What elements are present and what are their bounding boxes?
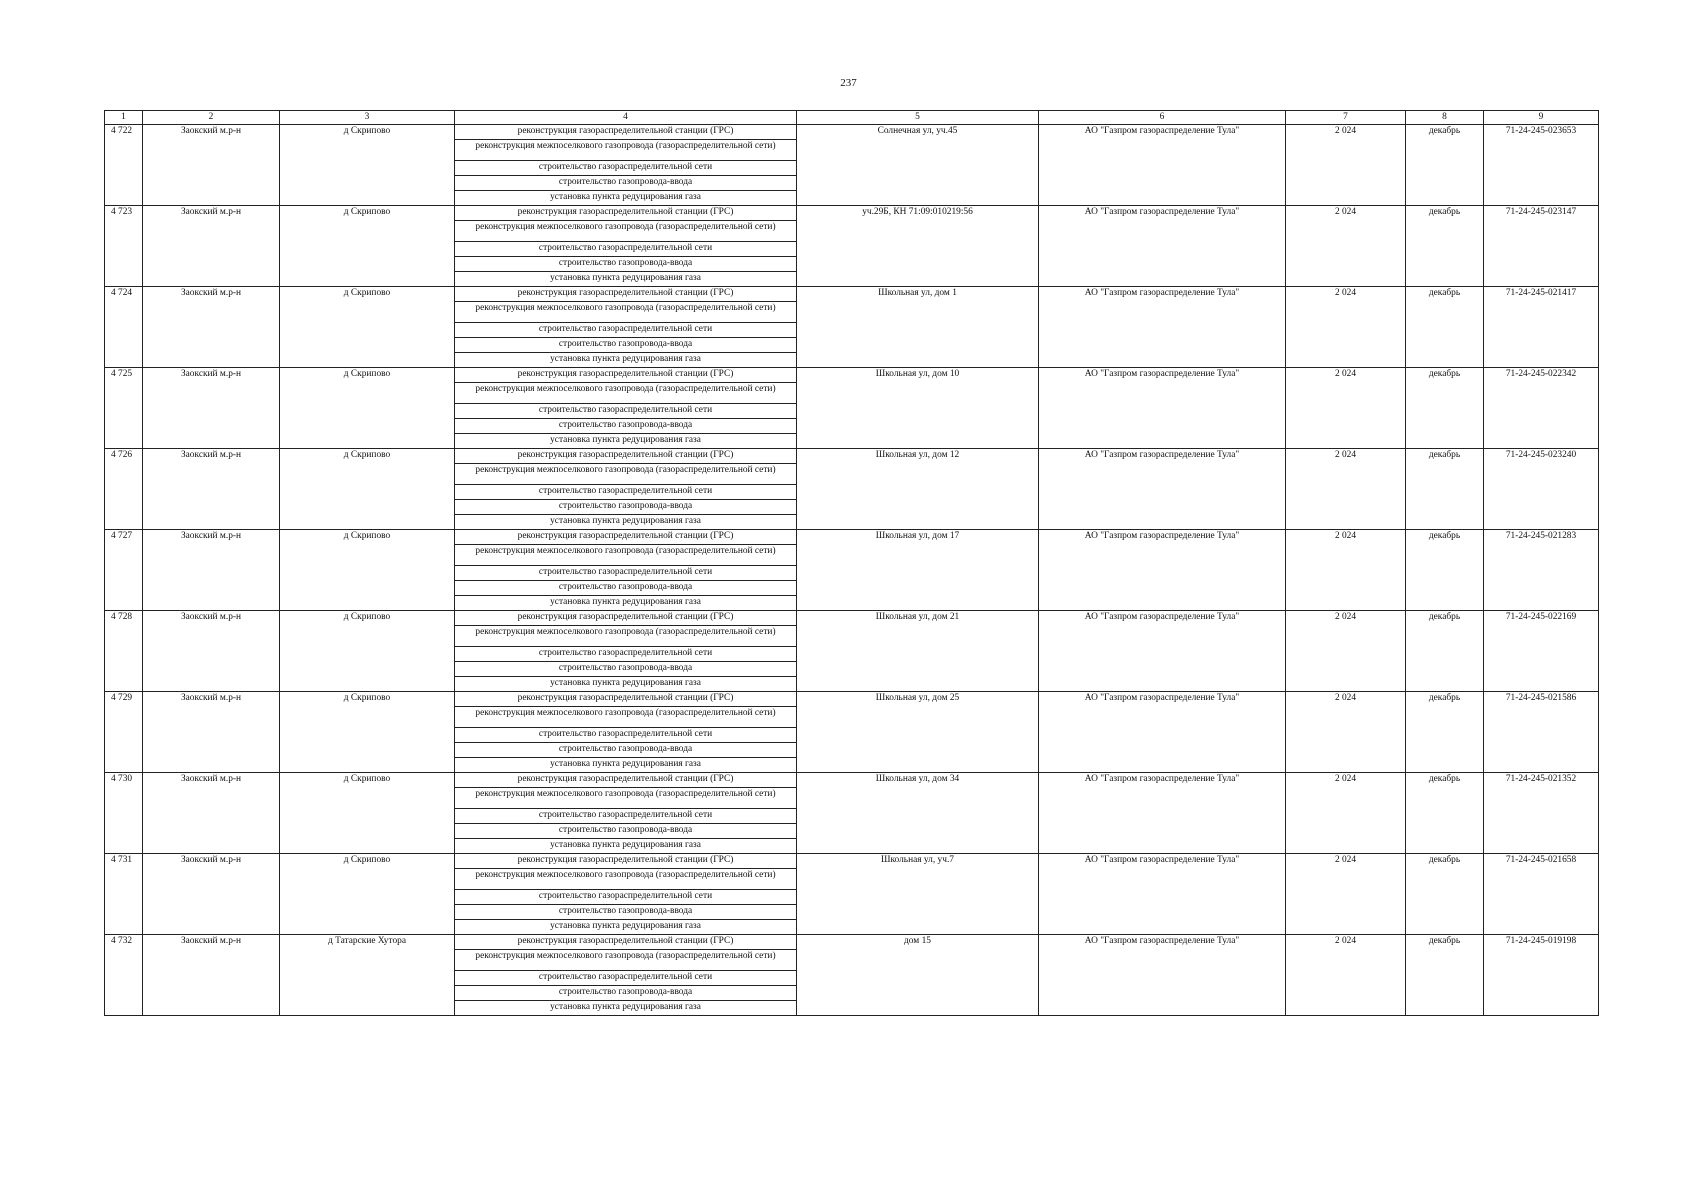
- work-type-cell: строительство газораспределительной сети: [455, 485, 797, 500]
- column-header-2: 2: [143, 111, 280, 125]
- work-type-cell: строительство газопровода-ввода: [455, 500, 797, 515]
- work-type-cell: строительство газораспределительной сети: [455, 890, 797, 905]
- row-number: 4 729: [105, 692, 143, 773]
- work-type-cell: установка пункта редуцирования газа: [455, 353, 797, 368]
- district-cell: Заокский м.р-н: [143, 368, 280, 449]
- column-header-4: 4: [455, 111, 797, 125]
- column-header-5: 5: [797, 111, 1039, 125]
- code-cell: 71-24-245-021586: [1484, 692, 1599, 773]
- month-cell: декабрь: [1406, 854, 1484, 935]
- row-number: 4 724: [105, 287, 143, 368]
- year-cell: 2 024: [1286, 773, 1406, 854]
- work-type-cell: установка пункта редуцирования газа: [455, 191, 797, 206]
- table-row: [105, 692, 1599, 707]
- organization-cell: АО "Газпром газораспределение Тула": [1039, 287, 1286, 368]
- work-type-cell: реконструкция межпоселкового газопровода (газораспределительной сети): [455, 707, 797, 728]
- work-type-cell: строительство газопровода-ввода: [455, 419, 797, 434]
- address-cell: Школьная ул, дом 25: [797, 692, 1039, 773]
- work-type-cell: строительство газопровода-ввода: [455, 986, 797, 1001]
- work-type-cell: реконструкция газораспределительной станции (ГРС): [455, 854, 797, 869]
- work-type-cell: строительство газопровода-ввода: [455, 824, 797, 839]
- work-type-cell: строительство газораспределительной сети: [455, 323, 797, 338]
- table-row: [105, 854, 1599, 869]
- year-cell: 2 024: [1286, 368, 1406, 449]
- work-type-cell: реконструкция газораспределительной станции (ГРС): [455, 935, 797, 950]
- work-type-cell: установка пункта редуцирования газа: [455, 839, 797, 854]
- work-type-cell: строительство газопровода-ввода: [455, 257, 797, 272]
- row-number: 4 728: [105, 611, 143, 692]
- year-cell: 2 024: [1286, 611, 1406, 692]
- work-type-cell: установка пункта редуцирования газа: [455, 596, 797, 611]
- column-header-6: 6: [1039, 111, 1286, 125]
- work-type-cell: строительство газораспределительной сети: [455, 728, 797, 743]
- row-number: 4 725: [105, 368, 143, 449]
- settlement-cell: д Скрипово: [280, 854, 455, 935]
- year-cell: 2 024: [1286, 530, 1406, 611]
- address-cell: Школьная ул, дом 34: [797, 773, 1039, 854]
- work-type-cell: реконструкция газораспределительной станции (ГРС): [455, 287, 797, 302]
- work-type-cell: строительство газораспределительной сети: [455, 809, 797, 824]
- settlement-cell: д Скрипово: [280, 530, 455, 611]
- district-cell: Заокский м.р-н: [143, 125, 280, 206]
- settlement-cell: д Скрипово: [280, 368, 455, 449]
- work-type-cell: строительство газопровода-ввода: [455, 905, 797, 920]
- work-type-cell: реконструкция межпоселкового газопровода (газораспределительной сети): [455, 302, 797, 323]
- table-row: [105, 368, 1599, 383]
- work-type-cell: реконструкция межпоселкового газопровода (газораспределительной сети): [455, 626, 797, 647]
- address-cell: Школьная ул, дом 10: [797, 368, 1039, 449]
- work-type-cell: установка пункта редуцирования газа: [455, 758, 797, 773]
- row-number: 4 732: [105, 935, 143, 1016]
- work-type-cell: реконструкция межпоселкового газопровода (газораспределительной сети): [455, 788, 797, 809]
- work-type-cell: реконструкция газораспределительной станции (ГРС): [455, 206, 797, 221]
- settlement-cell: д Скрипово: [280, 692, 455, 773]
- month-cell: декабрь: [1406, 935, 1484, 1016]
- settlement-cell: д Скрипово: [280, 449, 455, 530]
- work-type-cell: реконструкция межпоселкового газопровода (газораспределительной сети): [455, 869, 797, 890]
- work-type-cell: реконструкция межпоселкового газопровода (газораспределительной сети): [455, 383, 797, 404]
- organization-cell: АО "Газпром газораспределение Тула": [1039, 206, 1286, 287]
- month-cell: декабрь: [1406, 449, 1484, 530]
- organization-cell: АО "Газпром газораспределение Тула": [1039, 692, 1286, 773]
- month-cell: декабрь: [1406, 368, 1484, 449]
- work-type-cell: установка пункта редуцирования газа: [455, 434, 797, 449]
- district-cell: Заокский м.р-н: [143, 692, 280, 773]
- row-number: 4 723: [105, 206, 143, 287]
- work-type-cell: строительство газопровода-ввода: [455, 176, 797, 191]
- district-cell: Заокский м.р-н: [143, 854, 280, 935]
- district-cell: Заокский м.р-н: [143, 530, 280, 611]
- address-cell: Школьная ул, дом 21: [797, 611, 1039, 692]
- year-cell: 2 024: [1286, 206, 1406, 287]
- address-cell: Школьная ул, дом 1: [797, 287, 1039, 368]
- work-type-cell: реконструкция межпоселкового газопровода (газораспределительной сети): [455, 545, 797, 566]
- work-type-cell: реконструкция газораспределительной станции (ГРС): [455, 773, 797, 788]
- address-cell: Солнечная ул, уч.45: [797, 125, 1039, 206]
- month-cell: декабрь: [1406, 125, 1484, 206]
- district-cell: Заокский м.р-н: [143, 206, 280, 287]
- column-header-1: 1: [105, 111, 143, 125]
- work-type-cell: установка пункта редуцирования газа: [455, 920, 797, 935]
- work-type-cell: строительство газораспределительной сети: [455, 404, 797, 419]
- code-cell: 71-24-245-021658: [1484, 854, 1599, 935]
- address-cell: дом 15: [797, 935, 1039, 1016]
- year-cell: 2 024: [1286, 854, 1406, 935]
- page-number: 237: [840, 77, 857, 89]
- table-row: [105, 287, 1599, 302]
- address-cell: Школьная ул, дом 17: [797, 530, 1039, 611]
- column-header-8: 8: [1406, 111, 1484, 125]
- header-row: [105, 111, 1599, 125]
- code-cell: 71-24-245-023653: [1484, 125, 1599, 206]
- settlement-cell: д Скрипово: [280, 611, 455, 692]
- month-cell: декабрь: [1406, 206, 1484, 287]
- table-row: [105, 773, 1599, 788]
- settlement-cell: д Скрипово: [280, 773, 455, 854]
- organization-cell: АО "Газпром газораспределение Тула": [1039, 125, 1286, 206]
- code-cell: 71-24-245-021352: [1484, 773, 1599, 854]
- work-type-cell: реконструкция межпоселкового газопровода (газораспределительной сети): [455, 950, 797, 971]
- work-type-cell: строительство газораспределительной сети: [455, 647, 797, 662]
- table-row: [105, 125, 1599, 140]
- code-cell: 71-24-245-022169: [1484, 611, 1599, 692]
- work-type-cell: строительство газопровода-ввода: [455, 581, 797, 596]
- district-cell: Заокский м.р-н: [143, 449, 280, 530]
- month-cell: декабрь: [1406, 773, 1484, 854]
- district-cell: Заокский м.р-н: [143, 773, 280, 854]
- table-row: [105, 530, 1599, 545]
- work-type-cell: строительство газопровода-ввода: [455, 743, 797, 758]
- row-number: 4 730: [105, 773, 143, 854]
- organization-cell: АО "Газпром газораспределение Тула": [1039, 773, 1286, 854]
- work-type-cell: строительство газопровода-ввода: [455, 338, 797, 353]
- organization-cell: АО "Газпром газораспределение Тула": [1039, 368, 1286, 449]
- district-cell: Заокский м.р-н: [143, 611, 280, 692]
- settlement-cell: д Татарские Хутора: [280, 935, 455, 1016]
- work-type-cell: реконструкция газораспределительной станции (ГРС): [455, 692, 797, 707]
- month-cell: декабрь: [1406, 287, 1484, 368]
- year-cell: 2 024: [1286, 449, 1406, 530]
- work-type-cell: реконструкция межпоселкового газопровода (газораспределительной сети): [455, 140, 797, 161]
- code-cell: 71-24-245-021283: [1484, 530, 1599, 611]
- code-cell: 71-24-245-021417: [1484, 287, 1599, 368]
- month-cell: декабрь: [1406, 611, 1484, 692]
- month-cell: декабрь: [1406, 530, 1484, 611]
- address-cell: Школьная ул, дом 12: [797, 449, 1039, 530]
- row-number: 4 727: [105, 530, 143, 611]
- table-row: [105, 935, 1599, 950]
- organization-cell: АО "Газпром газораспределение Тула": [1039, 611, 1286, 692]
- work-type-cell: реконструкция межпоселкового газопровода (газораспределительной сети): [455, 464, 797, 485]
- work-type-cell: установка пункта редуцирования газа: [455, 515, 797, 530]
- work-type-cell: установка пункта редуцирования газа: [455, 1001, 797, 1016]
- district-cell: Заокский м.р-н: [143, 287, 280, 368]
- work-type-cell: строительство газораспределительной сети: [455, 971, 797, 986]
- code-cell: 71-24-245-019198: [1484, 935, 1599, 1016]
- work-type-cell: строительство газораспределительной сети: [455, 242, 797, 257]
- work-type-cell: реконструкция межпоселкового газопровода (газораспределительной сети): [455, 221, 797, 242]
- address-cell: уч.29Б, КН 71:09:010219:56: [797, 206, 1039, 287]
- work-type-cell: строительство газораспределительной сети: [455, 161, 797, 176]
- table-row: [105, 206, 1599, 221]
- year-cell: 2 024: [1286, 125, 1406, 206]
- work-type-cell: строительство газораспределительной сети: [455, 566, 797, 581]
- row-number: 4 726: [105, 449, 143, 530]
- organization-cell: АО "Газпром газораспределение Тула": [1039, 935, 1286, 1016]
- work-type-cell: установка пункта редуцирования газа: [455, 677, 797, 692]
- address-cell: Школьная ул, уч.7: [797, 854, 1039, 935]
- table-row: [105, 449, 1599, 464]
- work-type-cell: установка пункта редуцирования газа: [455, 272, 797, 287]
- work-type-cell: реконструкция газораспределительной станции (ГРС): [455, 449, 797, 464]
- work-type-cell: реконструкция газораспределительной станции (ГРС): [455, 125, 797, 140]
- month-cell: декабрь: [1406, 692, 1484, 773]
- year-cell: 2 024: [1286, 287, 1406, 368]
- year-cell: 2 024: [1286, 935, 1406, 1016]
- table-row: [105, 611, 1599, 626]
- district-cell: Заокский м.р-н: [143, 935, 280, 1016]
- column-header-3: 3: [280, 111, 455, 125]
- settlement-cell: д Скрипово: [280, 287, 455, 368]
- settlement-cell: д Скрипово: [280, 206, 455, 287]
- gasification-registry-table: [104, 110, 1599, 1016]
- settlement-cell: д Скрипово: [280, 125, 455, 206]
- code-cell: 71-24-245-023240: [1484, 449, 1599, 530]
- work-type-cell: реконструкция газораспределительной станции (ГРС): [455, 530, 797, 545]
- work-type-cell: реконструкция газораспределительной станции (ГРС): [455, 368, 797, 383]
- row-number: 4 731: [105, 854, 143, 935]
- work-type-cell: реконструкция газораспределительной станции (ГРС): [455, 611, 797, 626]
- row-number: 4 722: [105, 125, 143, 206]
- organization-cell: АО "Газпром газораспределение Тула": [1039, 530, 1286, 611]
- organization-cell: АО "Газпром газораспределение Тула": [1039, 449, 1286, 530]
- organization-cell: АО "Газпром газораспределение Тула": [1039, 854, 1286, 935]
- column-header-7: 7: [1286, 111, 1406, 125]
- year-cell: 2 024: [1286, 692, 1406, 773]
- work-type-cell: строительство газопровода-ввода: [455, 662, 797, 677]
- column-header-9: 9: [1484, 111, 1599, 125]
- code-cell: 71-24-245-022342: [1484, 368, 1599, 449]
- code-cell: 71-24-245-023147: [1484, 206, 1599, 287]
